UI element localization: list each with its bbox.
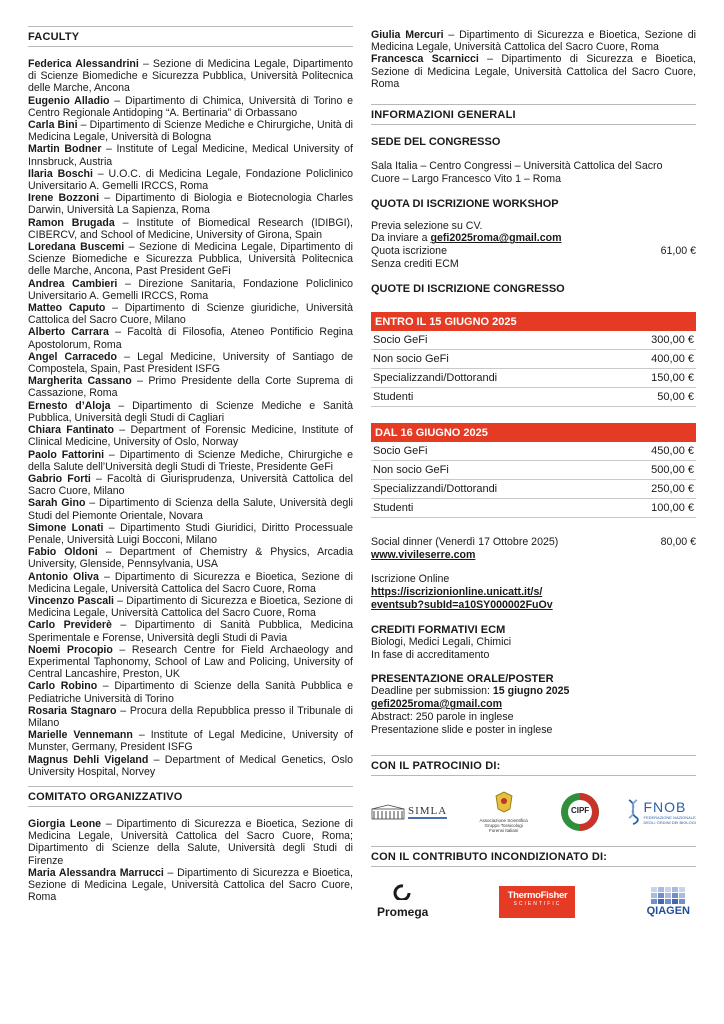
fee-label: Specializzandi/Dottorandi <box>373 482 498 495</box>
name-separator: – <box>105 302 125 315</box>
fees-late-header: DAL 16 GIUGNO 2025 <box>371 423 696 442</box>
person-affiliation: Dipartimento di Sicurezza e Bioetica, Sezione di Medicina Legale, Università Cattolica del Sacro Cuore, Roma <box>28 570 353 595</box>
fee-label: Non socio GeFi <box>373 352 449 365</box>
workshop-fee-value: 61,00 € <box>660 245 696 258</box>
thermofisher-sub: SCIENTIFIC <box>513 900 562 907</box>
person-entry <box>28 192 353 216</box>
person-name: Margherita Cassano <box>28 375 132 388</box>
person-name: Andrea Cambieri <box>28 277 118 290</box>
person-affiliation: Facoltà di Filosofia, Ateneo Pontificio Regina Apostolorum, Roma <box>28 326 354 351</box>
person-name: Federica Alessandrini <box>28 58 139 70</box>
person-affiliation: Dipartimento di Scienze Mediche, Chirurgiche e della Salute dell’Università degli Studi di Trieste, Presidente GeFi <box>28 448 353 473</box>
person-name: Carlo Robino <box>28 680 98 693</box>
person-name: Gabrio Forti <box>28 472 91 485</box>
person-name: Ramon Brugada <box>28 216 115 229</box>
person-name: Carla Bini <box>28 119 78 132</box>
person-name: Matteo Caputo <box>28 302 106 315</box>
person-affiliation: Department of Forensic Medicine, Institute of Clinical Medicine, University of Oslo, Norway <box>28 424 353 449</box>
qiagen-grid-icon <box>647 887 690 904</box>
person-entry <box>28 449 353 473</box>
name-separator: – <box>148 753 165 766</box>
qiagen-text: QIAGEN <box>646 904 690 917</box>
person-entry <box>28 705 353 729</box>
faculty-heading: FACULTY <box>28 26 353 47</box>
person-entry <box>28 619 353 643</box>
name-separator: – <box>104 448 120 461</box>
fee-value: 300,00 € <box>651 333 694 346</box>
presentation-text <box>371 685 696 736</box>
deadline-line <box>371 685 696 698</box>
person-entry <box>28 729 353 753</box>
deadline-date: 15 giugno 2025 <box>492 685 570 698</box>
simla-logo <box>371 804 447 820</box>
person-name: Loredana Buscemi <box>28 241 125 254</box>
cipf-logo <box>560 792 600 832</box>
person-name: Giorgia Leone <box>28 817 102 830</box>
person-entry <box>28 168 353 192</box>
sponsors-heading: CON IL CONTRIBUTO INCONDIZIONATO DI: <box>371 846 696 867</box>
fee-row <box>371 388 696 407</box>
person-affiliation: Dipartimento di Sanità Pubblica, Medicina Sperimentale e Forense, Università degli Studi di Pavia <box>28 619 353 644</box>
social-dinner-link[interactable]: www.vivileserre.com <box>371 548 476 561</box>
ecm-professions: Biologi, Medici Legali, Chimici <box>371 635 512 648</box>
fee-row <box>371 480 696 499</box>
person-entry <box>28 571 353 595</box>
person-entry <box>28 400 353 424</box>
person-affiliation: Dipartimento di Sicurezza e Bioetica, Sezione di Medicina Legale, Università Cattolica del Sacro Cuore, Roma; Dipartimento di Scienze della Salute, Università degli Studi di Firenze <box>28 817 353 867</box>
congress-fee-heading: QUOTE DI ISCRIZIONE CONGRESSO <box>371 282 565 295</box>
name-separator: – <box>98 570 115 583</box>
person-name: Marielle Vennemann <box>28 729 133 742</box>
person-entry <box>371 53 696 90</box>
person-name: Francesca Scarnicci <box>371 53 479 66</box>
name-separator: – <box>103 521 121 534</box>
person-affiliation: Institute of Biomedical Research (IDIBGI), CIBERCV, and School of Medicine, University of Girona, Spain <box>28 216 353 241</box>
person-name: Noemi Procopio <box>28 643 113 656</box>
ecm-heading: CREDITI FORMATIVI ECM <box>371 623 506 636</box>
name-separator: – <box>108 326 128 339</box>
person-entry <box>28 818 353 867</box>
fees-late-rows <box>371 442 696 518</box>
workshop-cv-note: Previa selezione su CV. <box>371 219 483 232</box>
name-separator: – <box>99 192 116 205</box>
person-entry <box>28 546 353 570</box>
fee-row <box>371 461 696 480</box>
person-affiliation: Sezione di Medicina Legale, Dipartimento di Scienze Biomediche e Sicurezza Pubblica, Università Politecnica delle Marche, Ancona, Past President GeFi <box>28 241 353 278</box>
workshop-send-prefix: Da inviare a <box>371 232 428 245</box>
person-name: Irene Bozzoni <box>28 192 100 205</box>
workshop-email-link[interactable]: gefi2025roma@gmail.com <box>430 232 562 245</box>
gtfi-logo <box>472 791 536 833</box>
fee-label: Specializzandi/Dottorandi <box>373 371 498 384</box>
ecm-text <box>371 636 696 662</box>
person-affiliation: Dipartimento di Sicurezza e Bioetica, Sezione di Medicina Legale, Università Cattolica del Sacro Cuore, Roma <box>371 29 697 54</box>
name-separator: – <box>110 399 133 412</box>
person-entry <box>28 375 353 399</box>
name-separator: – <box>443 29 460 41</box>
workshop-fee-block <box>371 220 696 271</box>
fee-value: 250,00 € <box>651 482 694 495</box>
person-entry <box>28 424 353 448</box>
slides-note: Presentazione slide e poster in inglese <box>371 723 553 736</box>
workshop-fee-row <box>371 245 696 258</box>
name-separator: – <box>478 53 502 66</box>
person-entry <box>28 497 353 521</box>
person-entry <box>28 95 353 119</box>
person-affiliation: Dipartimento di Sicurezza e Bioetica, Sezione di Medicina Legale, Università Cattolica del Sacro Cuore, Roma <box>28 866 353 904</box>
fee-row <box>371 499 696 518</box>
workshop-fee-label: Quota iscrizione <box>371 245 447 258</box>
person-entry <box>28 351 353 375</box>
fee-row <box>371 331 696 350</box>
person-name: Maria Alessandra Marrucci <box>28 866 164 879</box>
name-separator: – <box>112 643 132 656</box>
workshop-send-line <box>371 232 696 245</box>
person-name: Rosaria Stagnaro <box>28 704 117 717</box>
name-separator: – <box>117 277 139 290</box>
committee-heading: COMITATO ORGANIZZATIVO <box>28 786 353 807</box>
name-separator: – <box>92 167 109 180</box>
person-name: Chiara Fantinato <box>28 424 114 437</box>
person-entry <box>28 680 353 704</box>
promega-text: Promega <box>377 905 429 920</box>
person-affiliation: Dipartimento di Scienze giuridiche, Università Cattolica del Sacro Cuore, Milano <box>28 302 354 327</box>
person-name: Eugenio Alladio <box>28 94 110 107</box>
person-affiliation: Direzione Sanitaria, Fondazione Policlinico Universitario A. Gemelli IRCCS, Roma <box>28 277 354 302</box>
name-separator: – <box>131 375 149 388</box>
name-separator: – <box>138 58 153 70</box>
name-separator: – <box>114 216 137 229</box>
name-separator: – <box>132 729 151 742</box>
person-affiliation: Dipartimento di Sicurezza e Bioetica, Sezione di Medicina Legale, Università Cattolica del Sacro Cuore, Roma <box>28 594 353 620</box>
fnob-logo <box>625 799 696 825</box>
gtfi-crest-icon <box>495 791 513 813</box>
person-entry <box>371 29 696 53</box>
fees-late-table <box>371 423 696 518</box>
person-name: Ilaria Boschi <box>28 167 93 180</box>
person-name: Martin Bodner <box>28 143 102 156</box>
person-entry <box>28 754 353 778</box>
person-affiliation: Dipartimento di Scienze della Sanità Pubblica e Pediatriche Università di Torino <box>28 680 353 705</box>
name-separator: – <box>114 594 127 607</box>
person-entry <box>28 58 353 95</box>
patronage-heading: CON IL PATROCINIO DI: <box>371 755 696 776</box>
person-affiliation: Dipartimento di Sicurezza e Bioetica, Sezione di Medicina Legale, Università Cattolica del Sacro Cuore, Roma <box>371 53 696 90</box>
name-separator: – <box>124 241 139 254</box>
workshop-fee-heading: QUOTA DI ISCRIZIONE WORKSHOP <box>371 197 559 210</box>
person-name: Angel Carracedo <box>28 350 117 363</box>
person-entry <box>28 302 353 326</box>
person-name: Fabio Oldoni <box>28 546 98 559</box>
venue-heading: SEDE DEL CONGRESSO <box>371 136 501 149</box>
fee-value: 150,00 € <box>651 371 694 384</box>
fee-row <box>371 369 696 388</box>
name-separator: – <box>85 497 100 510</box>
person-affiliation: Institute of Legal Medicine, University of Munster, Germany, President ISFG <box>28 729 354 754</box>
social-dinner-label: Social dinner (Venerdì 17 Ottobre 2025) <box>371 535 559 548</box>
name-separator: – <box>97 546 120 559</box>
fee-value: 100,00 € <box>651 501 694 514</box>
person-name: Simone Lonati <box>28 521 104 534</box>
name-separator: – <box>163 866 178 879</box>
person-name: Alberto Carrara <box>28 326 109 339</box>
promega-mark-icon <box>393 884 413 900</box>
person-entry <box>28 326 353 350</box>
person-entry <box>28 119 353 143</box>
person-name: Giulia Mercuri <box>371 29 444 41</box>
fees-early-rows <box>371 331 696 407</box>
online-registration-block <box>371 573 696 611</box>
faculty-list <box>28 58 353 778</box>
name-separator: – <box>116 350 138 363</box>
gtfi-text-2: Gruppo Tossicologi <box>484 822 523 828</box>
sponsor-logos <box>371 881 696 923</box>
abstract-note: Abstract: 250 parole in inglese <box>371 710 514 723</box>
fnob-sub-1: FEDERAZIONE NAZIONALE <box>643 814 696 820</box>
fee-value: 400,00 € <box>651 352 694 365</box>
person-name: Magnus Dehli Vigeland <box>28 753 149 766</box>
thermofisher-text: ThermoFisher <box>507 889 568 901</box>
fee-row <box>371 442 696 461</box>
promega-logo <box>377 884 428 919</box>
person-affiliation: Institute of Legal Medicine, Medical University of Innsbruck, Austria <box>28 143 353 168</box>
person-entry <box>28 217 353 241</box>
person-name: Sarah Gino <box>28 497 86 510</box>
social-dinner-row <box>371 536 696 549</box>
fee-value: 450,00 € <box>651 444 694 457</box>
person-name: Carlo Previderè <box>28 619 112 632</box>
fee-row <box>371 350 696 369</box>
fee-label: Non socio GeFi <box>373 463 449 476</box>
thermofisher-logo <box>499 886 575 918</box>
person-entry <box>28 473 353 497</box>
fee-value: 500,00 € <box>651 463 694 476</box>
person-entry <box>28 644 353 681</box>
person-name: Ernesto d’Aloja <box>28 399 111 412</box>
person-affiliation: Dipartimento di Chimica, Università di Torino e Centro Regionale Antidoping “A. Bertinaria” di Orbassano <box>28 94 353 119</box>
person-affiliation: Dipartimento di Biologia e Biotecnologia Charles Darwin, Università La Sapienza, Roma <box>28 192 353 217</box>
fee-label: Studenti <box>373 501 414 514</box>
venue-text: Sala Italia – Centro Congressi – Università Cattolica del Sacro Cuore – Largo Francesco Vito 1 – Roma <box>371 160 663 185</box>
fnob-helix-icon <box>625 799 641 825</box>
workshop-no-credits: Senza crediti ECM <box>371 258 459 270</box>
person-affiliation: U.O.C. di Medicina Legale, Fondazione Policlinico Universitario A. Gemelli IRCCS, Roma <box>28 167 354 193</box>
social-dinner-value: 80,00 € <box>660 535 696 548</box>
name-separator: – <box>111 619 135 632</box>
fee-label: Socio GeFi <box>373 333 428 346</box>
name-separator: – <box>109 94 125 107</box>
person-entry <box>28 867 353 904</box>
name-separator: – <box>113 424 131 437</box>
person-entry <box>28 595 353 619</box>
fees-early-header: ENTRO IL 15 GIUGNO 2025 <box>371 312 696 331</box>
fnob-sub-2: DEGLI ORDINI DEI BIOLOGI <box>643 819 696 825</box>
fee-value: 50,00 € <box>657 390 694 403</box>
person-name: Antonio Oliva <box>28 570 99 583</box>
name-separator: – <box>90 472 108 485</box>
online-registration-label: Iscrizione Online <box>371 573 450 586</box>
left-column <box>28 26 353 903</box>
person-affiliation: Procura della Repubblica presso il Tribunale di Milano <box>28 704 353 729</box>
name-separator: – <box>116 704 130 717</box>
fee-label: Studenti <box>373 390 414 403</box>
fnob-text: FNOB <box>643 798 687 815</box>
person-affiliation: Department of Chemistry & Physics, Arcadia University, Glenside, Pennsylvania, USA <box>28 546 354 571</box>
person-affiliation: Facoltà di Giurisprudenza, Università Cattolica del Sacro Cuore, Milano <box>28 472 354 498</box>
person-entry <box>28 241 353 278</box>
simla-text: SIMLA <box>408 804 448 817</box>
person-affiliation: Dipartimento di Scienza della Salute, Università degli Studi del Piemonte Orientale, Novara <box>28 497 354 522</box>
social-dinner-block <box>371 536 696 562</box>
gtfi-text-3: Forensi Italiani <box>489 827 519 833</box>
person-name: Paolo Fattorini <box>28 448 105 461</box>
online-registration-link-1[interactable]: https://iscrizionionline.unicatt.it/s/ <box>371 586 543 599</box>
cipf-text: CIPF <box>570 805 590 815</box>
name-separator: – <box>77 119 90 132</box>
person-affiliation: Legal Medicine, University of Santiago de Compostela, Spain, Past President ISFG <box>28 350 354 376</box>
presentation-email-link[interactable]: gefi2025roma@gmail.com <box>371 698 503 711</box>
name-separator: – <box>97 680 115 693</box>
qiagen-logo <box>647 887 690 917</box>
person-affiliation: Sezione di Medicina Legale, Dipartimento di Scienze Biomediche e Sicurezza Pubblica, Università Politecnica delle Marche, Ancona <box>28 58 353 95</box>
person-entry <box>28 143 353 167</box>
name-separator: – <box>101 817 117 830</box>
person-name: Vincenzo Pascali <box>28 594 114 607</box>
person-affiliation: Dipartimento di Scienze Mediche e Sanità Pubblica, Università degli Studi di Cagliari <box>28 399 354 424</box>
person-entry <box>28 522 353 546</box>
person-affiliation: Research Centre for Field Archaeology and Experimental Taphonomy, School of Law and Policing, University of Central Lancashire, Preston, UK <box>28 643 353 681</box>
committee-list-continued <box>371 29 696 90</box>
person-affiliation: Dipartimento Studi Giuridici, Diritto Processuale Penale, Università Luigi Bocconi, Milano <box>28 521 353 546</box>
person-entry <box>28 278 353 302</box>
fees-early-table <box>371 312 696 407</box>
fee-label: Socio GeFi <box>373 444 428 457</box>
person-affiliation: Dipartimento di Scienze Mediche e Chirurgiche, Unità di Medicina Legale, Università di Bologna <box>28 119 354 144</box>
committee-list <box>28 818 353 903</box>
presentation-heading: PRESENTAZIONE ORALE/POSTER <box>371 673 554 686</box>
person-affiliation: Primo Presidente della Corte Suprema di Cassazione, Roma <box>28 375 354 400</box>
right-column <box>371 26 696 923</box>
gtfi-text-1: Associazione Scientifica <box>479 817 528 823</box>
general-info-heading: INFORMAZIONI GENERALI <box>371 104 696 125</box>
deadline-prefix: Deadline per submission: <box>371 685 490 698</box>
simla-emblem-icon <box>371 804 405 820</box>
ecm-status: In fase di accreditamento <box>371 648 490 661</box>
person-affiliation: Department of Medical Genetics, Oslo University Hospital, Norvey <box>28 753 354 778</box>
name-separator: – <box>101 143 117 156</box>
online-registration-link-2[interactable]: eventsub?subId=a10SY000002FuOv <box>371 598 553 611</box>
patronage-logos <box>371 786 696 838</box>
